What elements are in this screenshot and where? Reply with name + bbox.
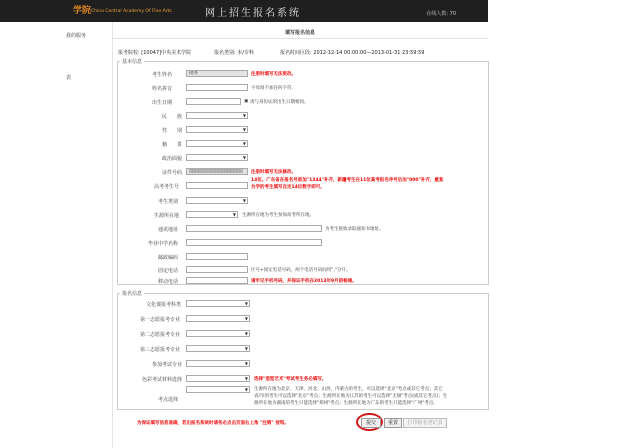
sidebar-item-my-service[interactable]: 我的服务 (66, 33, 87, 39)
exam-no-note: 14位。广东省在报名号前加"1344"补齐，新疆考生在11位高考报名序号后加"000"补齐，重复台学的考生填写自定14位数字即可。 (251, 178, 444, 190)
mobile-note: 请牢记手机号码，并保证手机在2013年9月前畅通。 (251, 279, 357, 284)
type-label: 考生类别 (158, 199, 179, 205)
sidebar (0, 22, 112, 448)
pinyin-label: 姓名拼音 (152, 86, 173, 92)
chevron-down-icon: ▼ (242, 141, 246, 146)
region-label: 生源所在地 (154, 213, 180, 219)
header-bar (0, 0, 488, 22)
zip-input[interactable] (186, 253, 248, 260)
calendar-icon[interactable]: ▣ (244, 99, 249, 104)
category-info: 报名类别: 本/专科 (214, 50, 254, 56)
chevron-down-icon: ▼ (242, 127, 246, 132)
chevron-down-icon: ▼ (244, 376, 248, 381)
color-select[interactable] (186, 375, 250, 382)
chevron-down-icon: ▼ (242, 198, 246, 203)
name-field: 招办 (186, 70, 248, 77)
logo-text: China Central Academy Of Fine Arts (91, 9, 172, 14)
chevron-down-icon: ▼ (244, 346, 248, 351)
id-note: 注册时填写无法修改。 (251, 170, 296, 175)
pinyin-hint: 字母间不加任何字符. (251, 86, 293, 91)
birth-hint: 请与身份证的出生日期相同。 (250, 100, 309, 105)
name-label: 考生姓名 (152, 72, 173, 78)
id-label: 证件号码 (162, 170, 183, 176)
mobile-input[interactable] (186, 277, 248, 284)
origin-label: 籍 贯 (162, 142, 183, 148)
exam-no-label: 高考考生号 (154, 184, 180, 190)
online-count: 在线人数: 70 (426, 11, 456, 17)
gender-select[interactable] (186, 126, 248, 133)
color-note: 选择"造型艺术"考试考生务必填写。 (254, 377, 327, 382)
address-hint: 为考生接收录取通知书地址。 (325, 227, 384, 232)
origin-select[interactable] (186, 140, 248, 147)
birth-label: 出生日期 (152, 100, 173, 106)
divider (112, 38, 488, 39)
third-choice-select[interactable] (186, 345, 250, 352)
pinyin-input[interactable] (186, 84, 248, 91)
submit-button[interactable]: 提交 (361, 418, 381, 428)
first-choice-select[interactable] (186, 315, 250, 322)
logo-mark: 学院 (73, 6, 92, 16)
exam-no-input[interactable] (186, 182, 248, 189)
second-choice-label: 第二志愿报考专业 (140, 332, 181, 338)
basic-info-legend: 基本信息 (122, 59, 143, 65)
highschool-input[interactable] (186, 239, 322, 246)
address-input[interactable] (186, 225, 322, 232)
chevron-down-icon: ▼ (244, 316, 248, 321)
zip-label: 邮政编码 (158, 255, 179, 261)
nation-label: 民 族 (162, 114, 183, 120)
nation-select[interactable] (186, 112, 248, 119)
gender-label: 性 别 (162, 128, 183, 134)
chevron-down-icon: ▼ (232, 212, 236, 217)
phone-label: 固定电话 (158, 268, 179, 274)
politics-label: 政治面貌 (162, 156, 183, 162)
participate-label: 参加考试专业 (152, 362, 183, 368)
major-cat-select[interactable] (186, 300, 250, 307)
system-title: 网上招生报名系统 (205, 8, 301, 19)
logout-reminder: 为保证填写信息准确，若出报名系统时请务必点击页面右上角 "注销" 按钮。 (137, 421, 289, 426)
id-field: ▒▒▒▒▒▒▒▒▒▒▒▒▒▒▒▒▒▒ (186, 168, 248, 175)
reset-button[interactable]: 重置 (384, 418, 402, 428)
chevron-down-icon: ▼ (244, 331, 248, 336)
site-hint: 生源所在地为北京、天津、河北、山西、内蒙古的考生，可以选择"北京"考点或其它考点；其它省/市的考生可以选择"北京"考点；生源所在地为江苏的考生可以选择"无锡"考点(或其它考点)；生源所在地为湖南的考生只能选择"郑州"考点；生源所在地为广东的考生只能选择"广州"考点。 (254, 387, 448, 406)
page-title: 填写报名信息 (284, 30, 315, 36)
sidebar-item-form[interactable]: 表 (66, 75, 72, 81)
chevron-down-icon: ▼ (244, 361, 248, 366)
name-note: 注册时填写无法更改。 (251, 72, 296, 77)
politics-select[interactable] (186, 154, 248, 161)
chevron-down-icon: ▼ (244, 301, 248, 306)
first-choice-label: 第一志愿报考专业 (140, 317, 181, 323)
major-cat-label: 文化课报考科类 (146, 302, 182, 308)
divider (112, 22, 113, 448)
chevron-down-icon: ▼ (244, 387, 248, 392)
region-hint: 生源所在地为考生参加高考所在地。 (242, 213, 314, 218)
phone-input[interactable] (186, 266, 248, 273)
school-info: 报考院校: [10047]中央美术学院 (118, 50, 192, 56)
print-button[interactable]: 打印报名登记表 (403, 418, 447, 428)
second-choice-select[interactable] (186, 330, 250, 337)
birth-input[interactable] (186, 98, 241, 105)
third-choice-label: 第三志愿报考专业 (140, 347, 181, 353)
participate-select[interactable] (186, 360, 250, 367)
apply-info-legend: 报名信息 (122, 291, 143, 297)
chevron-down-icon: ▼ (242, 155, 246, 160)
mobile-label: 移动电话 (158, 279, 179, 285)
region-select[interactable] (186, 211, 238, 218)
site-label: 考点选择 (158, 397, 179, 403)
color-label: 色彩考试材料选择 (142, 377, 183, 383)
address-label: 通讯地址 (158, 227, 179, 233)
type-select[interactable] (186, 197, 248, 204)
period-info: 报名时间区段: 2012-12-14 00:00:00—2013-01-31 23:59:59 (280, 50, 425, 56)
chevron-down-icon: ▼ (242, 113, 246, 118)
highschool-label: 毕业中学名称 (148, 241, 179, 247)
site-select[interactable] (186, 386, 250, 393)
phone-hint: 区号+固定电话号码，两个电话号码间用","分开。 (251, 268, 351, 273)
